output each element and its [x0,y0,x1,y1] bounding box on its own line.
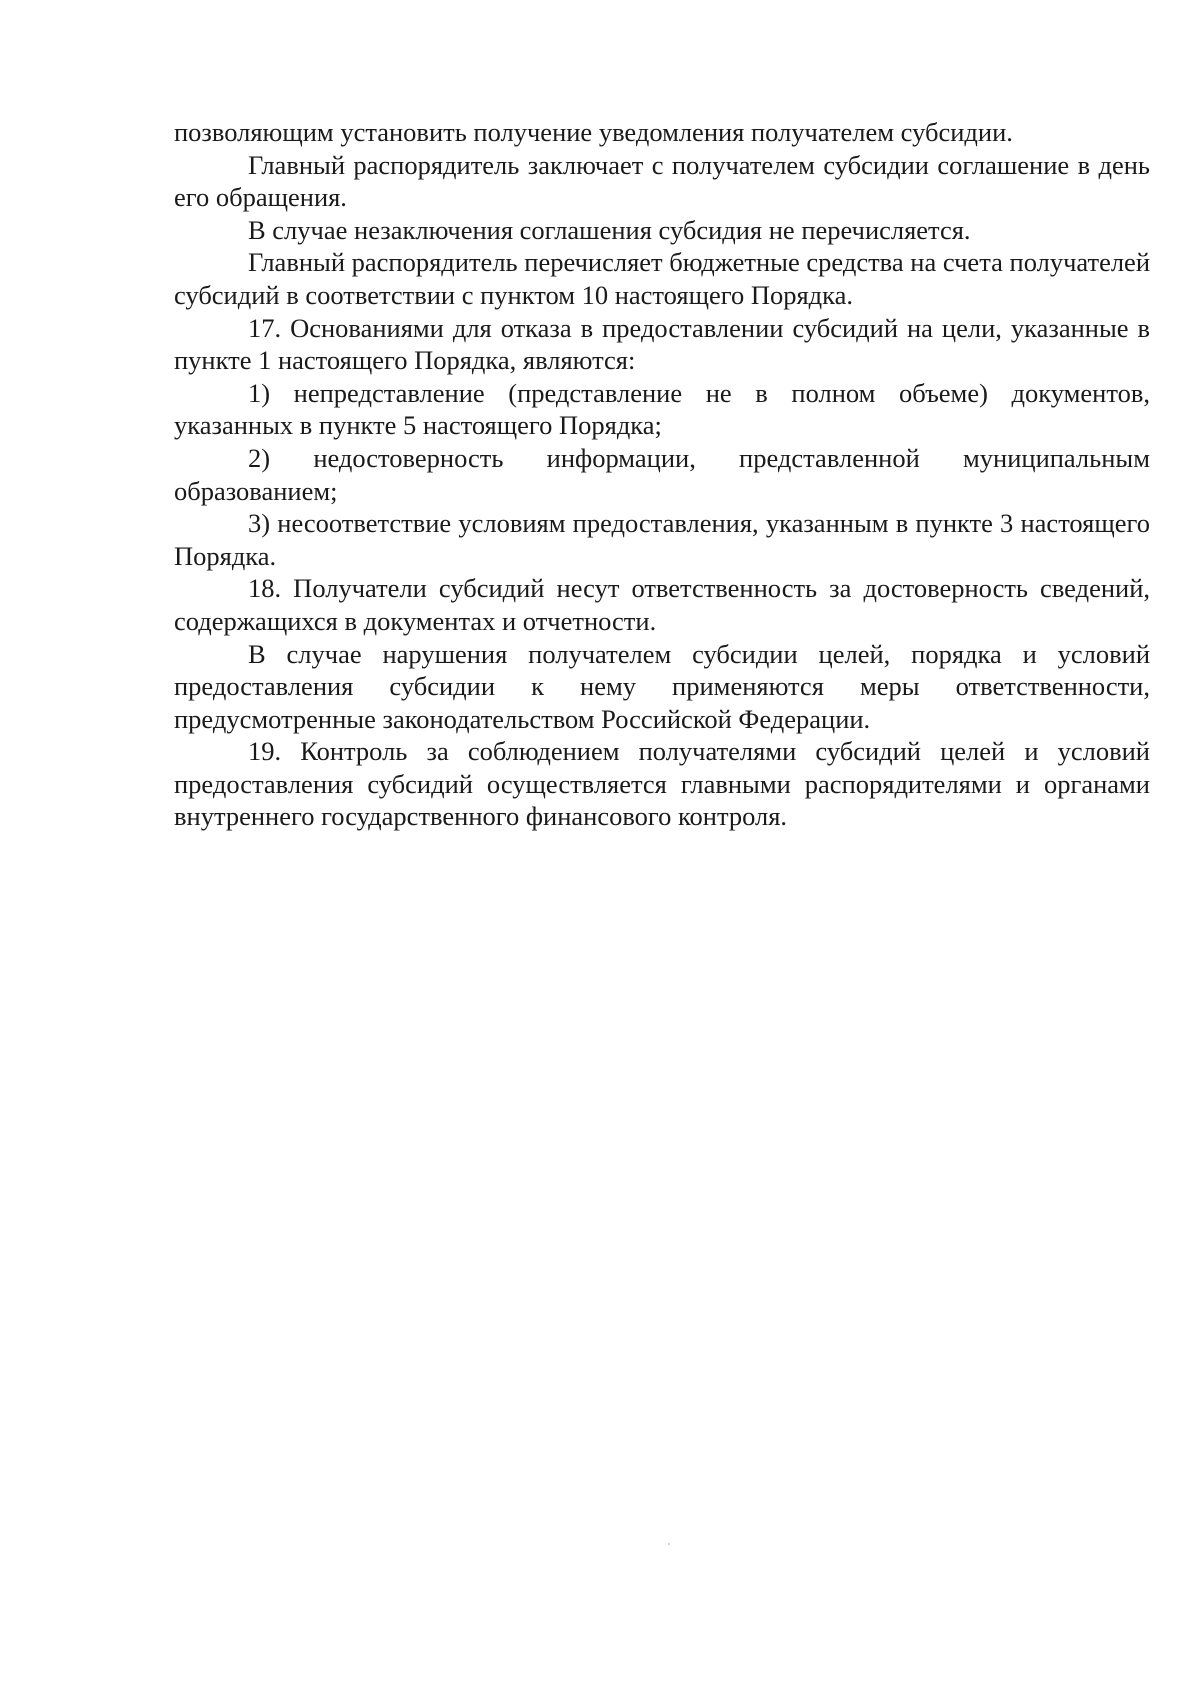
paragraph-item-17-1: 1) непредставление (представление не в полном объеме) документов, указанных в пункте 5 настоящего Порядка; [174,377,1150,441]
paragraph-agreement: Главный распорядитель заключает с получателем субсидии соглашение в день его обращения. [174,149,1150,213]
scan-artifact [668,1543,670,1545]
paragraph-item-17-3: 3) несоответствие условиям предоставления, указанным в пункте 3 настоящего Порядка. [174,508,1150,571]
paragraph-transfer: Главный распорядитель перечисляет бюджетные средства на счета получателей субсидий в соответствии с пунктом 10 настоящего Порядка. [174,247,1150,310]
paragraph-item-19: 19. Контроль за соблюдением получателями субсидий целей и условий предоставления субсидий осуществляется главными распорядителями и органами внутреннего государственного финансового контроля. [174,736,1150,832]
paragraph-item-17-2: 2) недостоверность информации, представленной муниципальным образованием; [174,442,1150,506]
paragraph-continuation: позволяющим установить получение уведомления получателем субсидии. [174,117,1013,147]
paragraph-violation: В случае нарушения получателем субсидии целей, порядка и условий предоставления субсидии к нему применяются меры ответственности, предусмотренные законодательством Российской Федерации. [174,638,1150,734]
document-body [174,116,1150,833]
paragraph-item-18: 18. Получатели субсидий несут ответственность за достоверность сведений, содержащихся в документах и отчетности. [174,573,1150,636]
paragraph-item-17: 17. Основаниями для отказа в предоставлении субсидий на цели, указанные в пункте 1 настоящего Порядка, являются: [174,312,1150,376]
paragraph-no-agreement: В случае незаключения соглашения субсидия не перечисляется. [248,214,971,245]
